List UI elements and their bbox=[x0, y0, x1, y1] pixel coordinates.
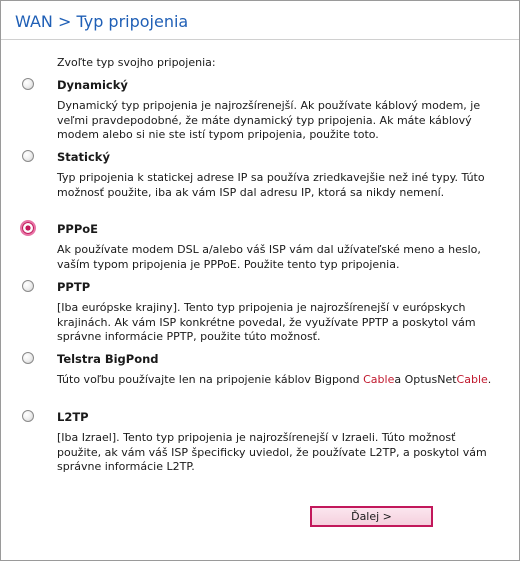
radio-static[interactable] bbox=[22, 150, 34, 162]
radio-pppoe[interactable] bbox=[22, 222, 34, 234]
cable-link-optusnet[interactable]: Cable bbox=[456, 373, 488, 386]
cable-link[interactable]: Cable bbox=[363, 373, 395, 386]
radio-dynamic[interactable] bbox=[22, 78, 34, 90]
radio-telstra-bigpond[interactable] bbox=[22, 352, 34, 364]
title-divider bbox=[1, 39, 519, 40]
option-title-dynamic: Dynamický bbox=[57, 78, 128, 92]
next-button[interactable]: Ďalej > bbox=[310, 506, 433, 527]
page-title: WAN > Typ pripojenia bbox=[15, 12, 189, 31]
option-desc-static: Typ pripojenia k statickej adrese IP sa používa zriedkavejšie než iné typy. Túto možnosť použite, iba ak vám ISP dal adresu IP, ktorá sa nikdy nemení. bbox=[57, 171, 485, 199]
option-title-l2tp: L2TP bbox=[57, 410, 89, 424]
option-desc-l2tp: [Iba Izrael]. Tento typ pripojenia je najrozšírenejší v Izraeli. Túto možnosť použite, ak vám váš ISP špecificky uviedol, že používate L2TP, a poskytol vám správne informácie L2TP. bbox=[57, 431, 487, 473]
option-title-pppoe: PPPoE bbox=[57, 222, 99, 236]
option-title-telstra-bigpond: Telstra BigPond bbox=[57, 352, 159, 366]
intro-text: Zvoľte typ svojho pripojenia: bbox=[57, 56, 216, 69]
desc-text-3: . bbox=[487, 373, 492, 386]
option-desc-pptp: [Iba európske krajiny]. Tento typ pripojenia je najrozšírenejší v európskych krajinách. Ak vám ISP konkrétne povedal, že využívate PPTP a poskytol vám správne informácie PPTP, použite túto možnosť. bbox=[57, 301, 476, 343]
option-desc-pppoe: Ak používate modem DSL a/alebo váš ISP vám dal užívateľské meno a heslo, vaším typom pripojenia je PPPoE. Použite tento typ pripojenia. bbox=[57, 243, 481, 271]
option-title-static: Statický bbox=[57, 150, 110, 164]
radio-l2tp[interactable] bbox=[22, 410, 34, 422]
option-desc-dynamic: Dynamický typ pripojenia je najrozšírenejší. Ak používate káblový modem, je veľmi pravdepodobné, že máte dynamický typ pripojenia. Ak máte káblový modem alebo si nie ste istí typom pripojenia, použite toto. bbox=[57, 99, 481, 141]
radio-pptp[interactable] bbox=[22, 280, 34, 292]
desc-text-1: Túto voľbu používajte len na pripojenie káblov Bigpond bbox=[57, 373, 364, 386]
desc-text-2: a OptusNet bbox=[394, 373, 457, 386]
option-title-pptp: PPTP bbox=[57, 280, 91, 294]
option-desc-telstra-bigpond bbox=[57, 373, 502, 388]
